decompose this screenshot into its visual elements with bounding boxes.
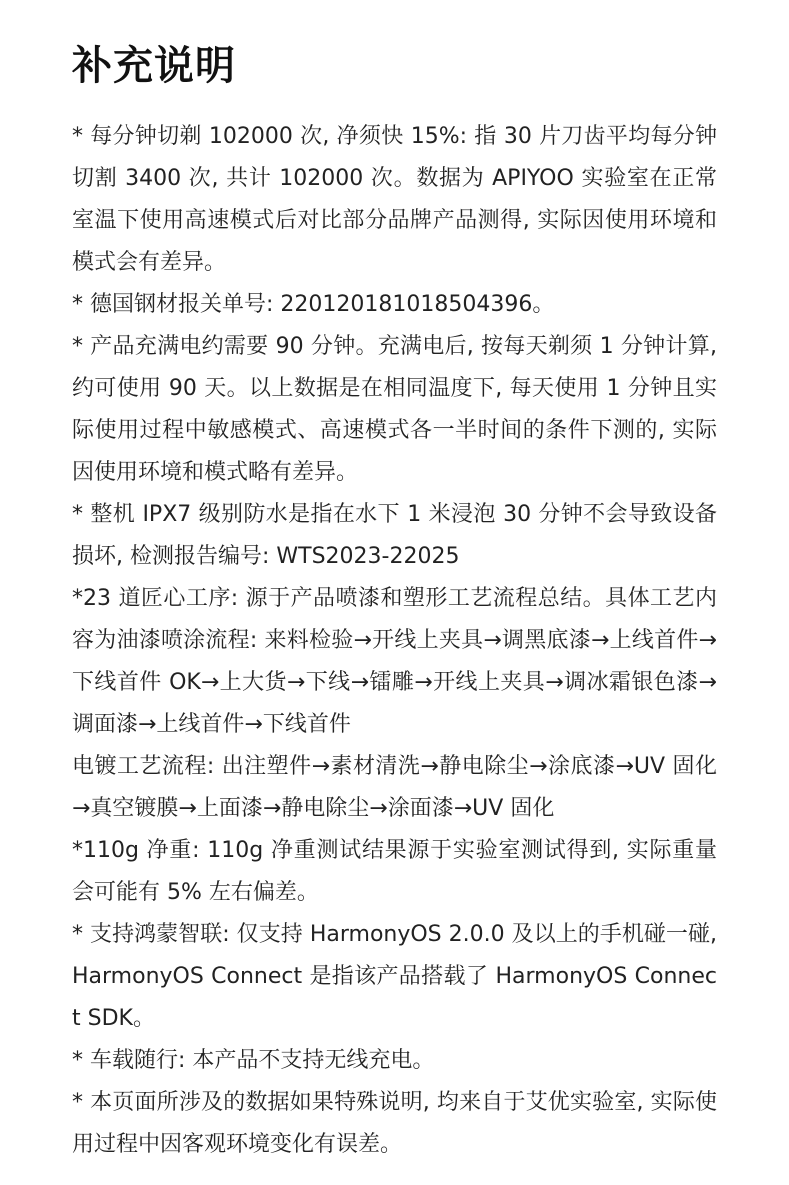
page-title: 补充说明 (72, 43, 236, 89)
note-paint-process: *23 道匠心工序: 源于产品喷漆和塑形工艺流程总结。具体工艺内容为油漆喷涂流程: 来料检验→开线上夹具→调黑底漆→上线首件→下线首件 OK→上大货→下线→镭雕→开线上夹具→调冰霜银色漆→调面漆→上线首件→下线首件 (72, 586, 717, 737)
note-plating-process: 电镀工艺流程: 出注塑件→素材清洗→静电除尘→涂底漆→UV 固化→真空镀膜→上面漆→静电除尘→涂面漆→UV 固化 (72, 754, 717, 821)
note-steel-customs-number: * 德国钢材报关单号: 22012018101850439​6。 (72, 292, 555, 317)
notes-list (72, 116, 717, 1166)
note-net-weight: *110g 净重: 110g 净重测试结果源于实验室测试得到, 实际重量会可能有 5% 左右偏差。 (72, 838, 717, 905)
note-harmonyos-connect: * 支持鸿蒙智联: 仅支持 HarmonyOS 2.0.0 及以上的手机碰一碰, HarmonyOS Connect 是指该产品搭载了 HarmonyOS Connect SDK。 (72, 922, 717, 1031)
note-cutting-speed: * 每分钟切剃 102000 次, 净须快 15%: 指 30 片刀齿平均每分钟切割 3400 次, 共计 102000 次。数据为 APIYOO 实验室在正常室温下使用高速模式后对比部分品牌产品测得, 实际因使用环境和模式会有差异。 (72, 124, 717, 275)
note-vehicle-charging: * 车载随行: 本产品不支持无线充电。 (72, 1048, 435, 1073)
note-data-source: * 本页面所涉及的数据如果特殊说明, 均来自于艾优实验室, 实际使用过程中因客观环境变化有误差。 (72, 1090, 717, 1157)
note-battery-life: * 产品充满电约需要 90 分钟。充满电后, 按每天剃须 1 分钟计算, 约可使用 90 天。以上数据是在相同温度下, 每天使用 1 分钟且实际使用过程中敏感模式、高速模式各一半时间的条件下测的, 实际因使用环境和模式略有差异。 (72, 334, 717, 485)
note-waterproof: * 整机 IPX7 级别防水是指在水下 1 米浸泡 30 分钟不会导致设备损坏, 检测报告编号: WTS2023-22025 (72, 502, 717, 569)
